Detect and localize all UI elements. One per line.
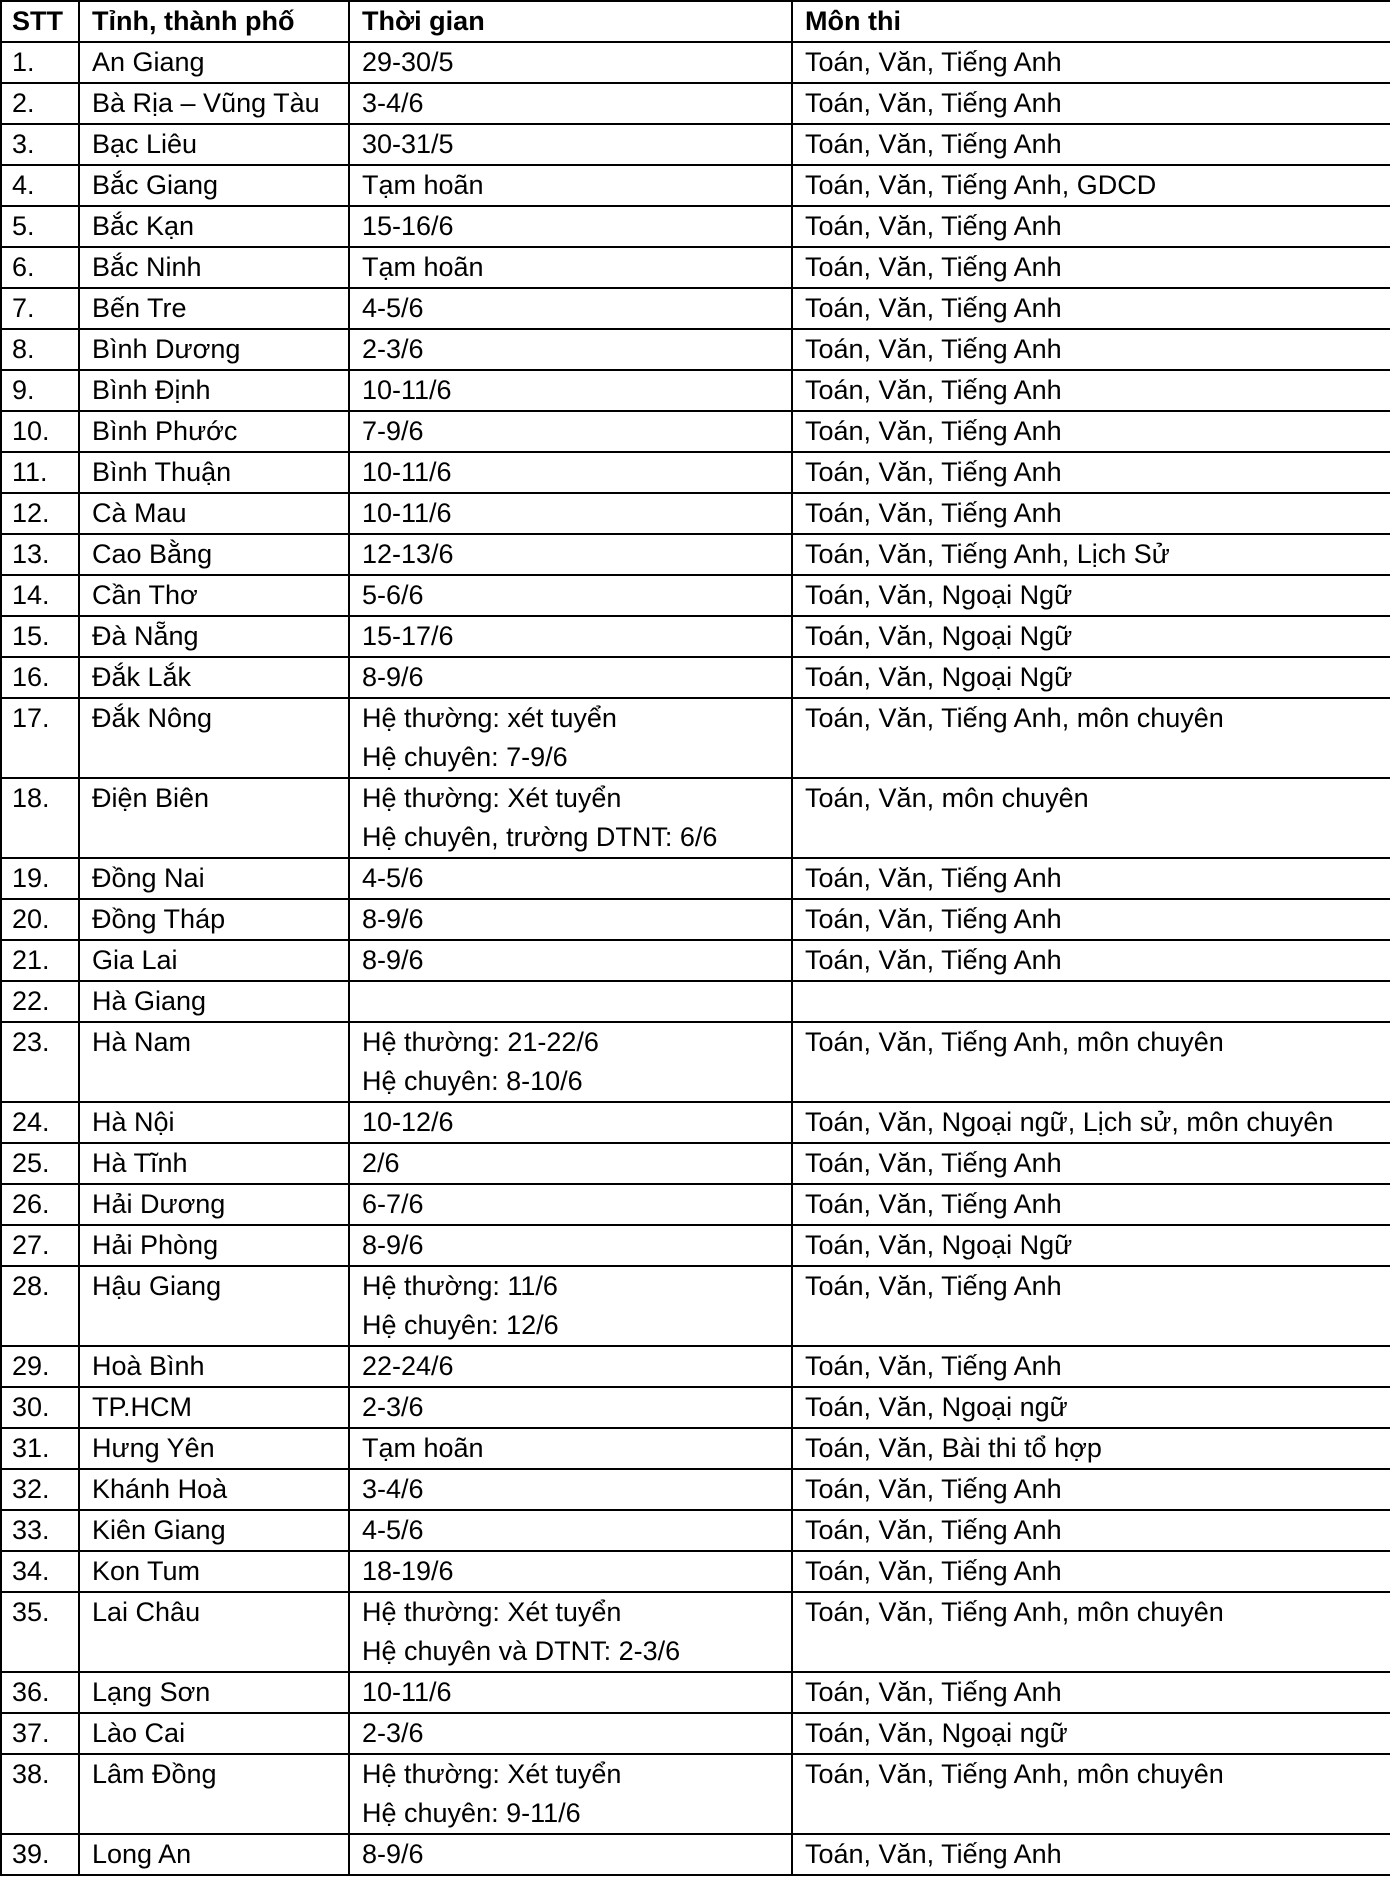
cell-subjects: Toán, Văn, Tiếng Anh [792, 288, 1390, 329]
cell-province: Bình Dương [79, 329, 349, 370]
table-row [1, 452, 1390, 493]
cell-stt: 25. [1, 1143, 79, 1184]
header-province: Tỉnh, thành phố [79, 1, 349, 42]
cell-province: Hoà Bình [79, 1346, 349, 1387]
cell-time [349, 1346, 792, 1387]
cell-stt: 16. [1, 657, 79, 698]
cell-time [349, 1428, 792, 1469]
cell-time [349, 83, 792, 124]
table-row [1, 698, 1390, 778]
table-row [1, 493, 1390, 534]
time-line: Hệ chuyên và DTNT: 2-3/6 [362, 1636, 681, 1666]
cell-subjects [792, 981, 1390, 1022]
cell-time [349, 1022, 792, 1102]
table-row [1, 1510, 1390, 1551]
time-line: 8-9/6 [362, 945, 424, 975]
cell-subjects: Toán, Văn, Tiếng Anh [792, 1672, 1390, 1713]
cell-subjects: Toán, Văn, Tiếng Anh [792, 1346, 1390, 1387]
time-line: 10-11/6 [362, 1677, 452, 1707]
cell-subjects: Toán, Văn, Tiếng Anh [792, 1266, 1390, 1346]
cell-province: Đồng Nai [79, 858, 349, 899]
table-row [1, 83, 1390, 124]
cell-subjects: Toán, Văn, môn chuyên [792, 778, 1390, 858]
time-line: 15-16/6 [362, 211, 454, 241]
cell-time [349, 411, 792, 452]
table-row [1, 411, 1390, 452]
cell-province: Khánh Hoà [79, 1469, 349, 1510]
cell-time [349, 1143, 792, 1184]
table-row [1, 1713, 1390, 1754]
time-line: Hệ thường: Xét tuyển [362, 783, 622, 813]
time-line: 6-7/6 [362, 1189, 424, 1219]
cell-stt: 11. [1, 452, 79, 493]
cell-time [349, 1387, 792, 1428]
cell-time [349, 165, 792, 206]
table-row [1, 247, 1390, 288]
table-row [1, 657, 1390, 698]
cell-province: Bình Phước [79, 411, 349, 452]
table-row [1, 1266, 1390, 1346]
cell-province: Lai Châu [79, 1592, 349, 1672]
cell-subjects: Toán, Văn, Tiếng Anh [792, 247, 1390, 288]
cell-time [349, 1510, 792, 1551]
table-row [1, 1102, 1390, 1143]
cell-stt: 1. [1, 42, 79, 83]
table-row [1, 1387, 1390, 1428]
table-header-row [1, 1, 1390, 42]
table-row [1, 42, 1390, 83]
cell-time [349, 288, 792, 329]
cell-time [349, 206, 792, 247]
cell-stt: 30. [1, 1387, 79, 1428]
cell-province: Hậu Giang [79, 1266, 349, 1346]
cell-subjects: Toán, Văn, Ngoại ngữ [792, 1713, 1390, 1754]
cell-time [349, 42, 792, 83]
cell-subjects: Toán, Văn, Tiếng Anh [792, 1551, 1390, 1592]
cell-stt: 39. [1, 1834, 79, 1875]
cell-time [349, 247, 792, 288]
time-line: Tạm hoãn [362, 170, 484, 200]
time-line: Hệ thường: Xét tuyển [362, 1597, 622, 1627]
cell-subjects: Toán, Văn, Tiếng Anh [792, 940, 1390, 981]
cell-province: Điện Biên [79, 778, 349, 858]
table-row [1, 575, 1390, 616]
cell-time [349, 575, 792, 616]
cell-stt: 8. [1, 329, 79, 370]
cell-subjects: Toán, Văn, Ngoại ngữ [792, 1387, 1390, 1428]
cell-time [349, 1551, 792, 1592]
cell-stt: 33. [1, 1510, 79, 1551]
cell-subjects: Toán, Văn, Tiếng Anh, môn chuyên [792, 1022, 1390, 1102]
time-line: 4-5/6 [362, 863, 424, 893]
table-row [1, 1469, 1390, 1510]
cell-subjects: Toán, Văn, Tiếng Anh [792, 1510, 1390, 1551]
time-line: 10-11/6 [362, 375, 452, 405]
time-line: 4-5/6 [362, 293, 424, 323]
time-line: Hệ thường: Xét tuyển [362, 1759, 622, 1789]
cell-subjects: Toán, Văn, Tiếng Anh [792, 411, 1390, 452]
cell-stt: 3. [1, 124, 79, 165]
cell-time [349, 1754, 792, 1834]
cell-province: Bạc Liêu [79, 124, 349, 165]
time-line: Hệ chuyên: 7-9/6 [362, 742, 568, 772]
cell-time [349, 1469, 792, 1510]
cell-time [349, 657, 792, 698]
table-row [1, 288, 1390, 329]
table-row [1, 1754, 1390, 1834]
cell-subjects: Toán, Văn, Ngoại ngữ, Lịch sử, môn chuyên [792, 1102, 1390, 1143]
cell-time [349, 698, 792, 778]
cell-subjects: Toán, Văn, Tiếng Anh [792, 370, 1390, 411]
cell-province: Hưng Yên [79, 1428, 349, 1469]
cell-time [349, 452, 792, 493]
table-row [1, 1834, 1390, 1875]
header-time: Thời gian [349, 1, 792, 42]
time-line: 2-3/6 [362, 1718, 424, 1748]
header-stt: STT [1, 1, 79, 42]
time-line: 7-9/6 [362, 416, 424, 446]
cell-stt: 13. [1, 534, 79, 575]
cell-subjects: Toán, Văn, Tiếng Anh [792, 124, 1390, 165]
cell-subjects: Toán, Văn, Ngoại Ngữ [792, 1225, 1390, 1266]
cell-time [349, 616, 792, 657]
time-line: 5-6/6 [362, 580, 424, 610]
cell-time [349, 1102, 792, 1143]
cell-time [349, 1672, 792, 1713]
time-line: 10-12/6 [362, 1107, 454, 1137]
time-line [362, 982, 791, 1021]
table-row [1, 124, 1390, 165]
cell-time [349, 370, 792, 411]
cell-subjects: Toán, Văn, Tiếng Anh [792, 1143, 1390, 1184]
cell-province: Đà Nẵng [79, 616, 349, 657]
cell-time [349, 124, 792, 165]
cell-stt: 14. [1, 575, 79, 616]
cell-subjects: Toán, Văn, Ngoại Ngữ [792, 657, 1390, 698]
time-line: 10-11/6 [362, 498, 452, 528]
table-row [1, 1592, 1390, 1672]
cell-province: Kiên Giang [79, 1510, 349, 1551]
table-row [1, 370, 1390, 411]
time-line: 8-9/6 [362, 1230, 424, 1260]
cell-subjects: Toán, Văn, Tiếng Anh [792, 493, 1390, 534]
cell-stt: 24. [1, 1102, 79, 1143]
cell-province: Bình Thuận [79, 452, 349, 493]
cell-province: Cần Thơ [79, 575, 349, 616]
time-line: 12-13/6 [362, 539, 454, 569]
time-line: Tạm hoãn [362, 252, 484, 282]
cell-time [349, 858, 792, 899]
cell-province: Đắk Lắk [79, 657, 349, 698]
cell-province: Cao Bằng [79, 534, 349, 575]
time-line: 29-30/5 [362, 47, 454, 77]
cell-province: Hải Dương [79, 1184, 349, 1225]
table-row [1, 329, 1390, 370]
cell-stt: 22. [1, 981, 79, 1022]
table-row [1, 616, 1390, 657]
cell-province: Bà Rịa – Vũng Tàu [79, 83, 349, 124]
cell-stt: 27. [1, 1225, 79, 1266]
time-line: 3-4/6 [362, 88, 424, 118]
cell-stt: 7. [1, 288, 79, 329]
time-line: Hệ thường: 11/6 [362, 1271, 558, 1301]
table-row [1, 940, 1390, 981]
cell-time [349, 534, 792, 575]
cell-subjects: Toán, Văn, Bài thi tổ hợp [792, 1428, 1390, 1469]
cell-subjects: Toán, Văn, Tiếng Anh [792, 83, 1390, 124]
time-line: Hệ chuyên, trường DTNT: 6/6 [362, 822, 718, 852]
cell-time [349, 1184, 792, 1225]
cell-subjects: Toán, Văn, Tiếng Anh [792, 42, 1390, 83]
cell-province: TP.HCM [79, 1387, 349, 1428]
cell-stt: 36. [1, 1672, 79, 1713]
table-row [1, 1022, 1390, 1102]
cell-stt: 23. [1, 1022, 79, 1102]
cell-province: Lào Cai [79, 1713, 349, 1754]
table-row [1, 165, 1390, 206]
cell-stt: 29. [1, 1346, 79, 1387]
cell-province: Bình Định [79, 370, 349, 411]
cell-stt: 15. [1, 616, 79, 657]
cell-subjects: Toán, Văn, Tiếng Anh, môn chuyên [792, 1592, 1390, 1672]
time-line: 2-3/6 [362, 334, 424, 364]
cell-subjects: Toán, Văn, Tiếng Anh, môn chuyên [792, 1754, 1390, 1834]
cell-province: An Giang [79, 42, 349, 83]
cell-province: Bắc Giang [79, 165, 349, 206]
cell-province: Hà Nam [79, 1022, 349, 1102]
cell-time [349, 1225, 792, 1266]
time-line: 30-31/5 [362, 129, 454, 159]
table-row [1, 1551, 1390, 1592]
cell-time [349, 899, 792, 940]
cell-province: Hải Phòng [79, 1225, 349, 1266]
cell-stt: 6. [1, 247, 79, 288]
cell-province: Long An [79, 1834, 349, 1875]
time-line: 8-9/6 [362, 904, 424, 934]
cell-stt: 26. [1, 1184, 79, 1225]
cell-subjects: Toán, Văn, Tiếng Anh [792, 1184, 1390, 1225]
table-row [1, 1672, 1390, 1713]
cell-subjects: Toán, Văn, Ngoại Ngữ [792, 616, 1390, 657]
time-line: 8-9/6 [362, 662, 424, 692]
cell-time [349, 493, 792, 534]
time-line: 4-5/6 [362, 1515, 424, 1545]
cell-stt: 20. [1, 899, 79, 940]
table-row [1, 1428, 1390, 1469]
time-line: 3-4/6 [362, 1474, 424, 1504]
cell-stt: 28. [1, 1266, 79, 1346]
table-row [1, 1346, 1390, 1387]
cell-province: Gia Lai [79, 940, 349, 981]
time-line: 2-3/6 [362, 1392, 424, 1422]
cell-province: Lâm Đồng [79, 1754, 349, 1834]
time-line: 18-19/6 [362, 1556, 454, 1586]
cell-subjects: Toán, Văn, Tiếng Anh [792, 1469, 1390, 1510]
table-body [1, 42, 1390, 1875]
table-row [1, 858, 1390, 899]
cell-stt: 21. [1, 940, 79, 981]
header-subjects: Môn thi [792, 1, 1390, 42]
cell-stt: 32. [1, 1469, 79, 1510]
time-line: Hệ thường: 21-22/6 [362, 1027, 599, 1057]
time-line: 8-9/6 [362, 1839, 424, 1869]
cell-subjects: Toán, Văn, Tiếng Anh [792, 899, 1390, 940]
cell-province: Đắk Nông [79, 698, 349, 778]
time-line: Hệ chuyên: 12/6 [362, 1310, 559, 1340]
table-row [1, 899, 1390, 940]
cell-time [349, 329, 792, 370]
cell-time [349, 1266, 792, 1346]
cell-time [349, 1713, 792, 1754]
cell-stt: 4. [1, 165, 79, 206]
cell-stt: 17. [1, 698, 79, 778]
cell-stt: 37. [1, 1713, 79, 1754]
time-line: Hệ chuyên: 9-11/6 [362, 1798, 581, 1828]
cell-subjects: Toán, Văn, Tiếng Anh [792, 452, 1390, 493]
cell-subjects: Toán, Văn, Tiếng Anh [792, 329, 1390, 370]
cell-province: Kon Tum [79, 1551, 349, 1592]
cell-province: Hà Tĩnh [79, 1143, 349, 1184]
cell-subjects: Toán, Văn, Ngoại Ngữ [792, 575, 1390, 616]
cell-time [349, 1592, 792, 1672]
cell-subjects: Toán, Văn, Tiếng Anh [792, 858, 1390, 899]
cell-subjects: Toán, Văn, Tiếng Anh, Lịch Sử [792, 534, 1390, 575]
cell-province: Bắc Ninh [79, 247, 349, 288]
cell-stt: 18. [1, 778, 79, 858]
table-row [1, 778, 1390, 858]
cell-stt: 19. [1, 858, 79, 899]
cell-stt: 9. [1, 370, 79, 411]
time-line: 10-11/6 [362, 457, 452, 487]
time-line: 22-24/6 [362, 1351, 454, 1381]
cell-time [349, 778, 792, 858]
cell-subjects: Toán, Văn, Tiếng Anh, môn chuyên [792, 698, 1390, 778]
cell-province: Bắc Kạn [79, 206, 349, 247]
cell-subjects: Toán, Văn, Tiếng Anh, GDCD [792, 165, 1390, 206]
time-line: 2/6 [362, 1148, 400, 1178]
cell-province: Hà Nội [79, 1102, 349, 1143]
cell-stt: 5. [1, 206, 79, 247]
cell-province: Cà Mau [79, 493, 349, 534]
cell-time [349, 1834, 792, 1875]
table-row [1, 1184, 1390, 1225]
cell-stt: 12. [1, 493, 79, 534]
cell-time [349, 981, 792, 1022]
cell-province: Hà Giang [79, 981, 349, 1022]
table-row [1, 1143, 1390, 1184]
time-line: Hệ chuyên: 8-10/6 [362, 1066, 583, 1096]
time-line: 15-17/6 [362, 621, 454, 651]
table-row [1, 1225, 1390, 1266]
cell-stt: 31. [1, 1428, 79, 1469]
time-line: Hệ thường: xét tuyển [362, 703, 617, 733]
table-row [1, 981, 1390, 1022]
cell-subjects: Toán, Văn, Tiếng Anh [792, 206, 1390, 247]
cell-province: Đồng Tháp [79, 899, 349, 940]
cell-stt: 34. [1, 1551, 79, 1592]
cell-stt: 2. [1, 83, 79, 124]
time-line: Tạm hoãn [362, 1433, 484, 1463]
table-row [1, 206, 1390, 247]
cell-province: Lạng Sơn [79, 1672, 349, 1713]
cell-province: Bến Tre [79, 288, 349, 329]
cell-stt: 35. [1, 1592, 79, 1672]
cell-time [349, 940, 792, 981]
cell-subjects: Toán, Văn, Tiếng Anh [792, 1834, 1390, 1875]
cell-stt: 38. [1, 1754, 79, 1834]
table-row [1, 534, 1390, 575]
cell-stt: 10. [1, 411, 79, 452]
